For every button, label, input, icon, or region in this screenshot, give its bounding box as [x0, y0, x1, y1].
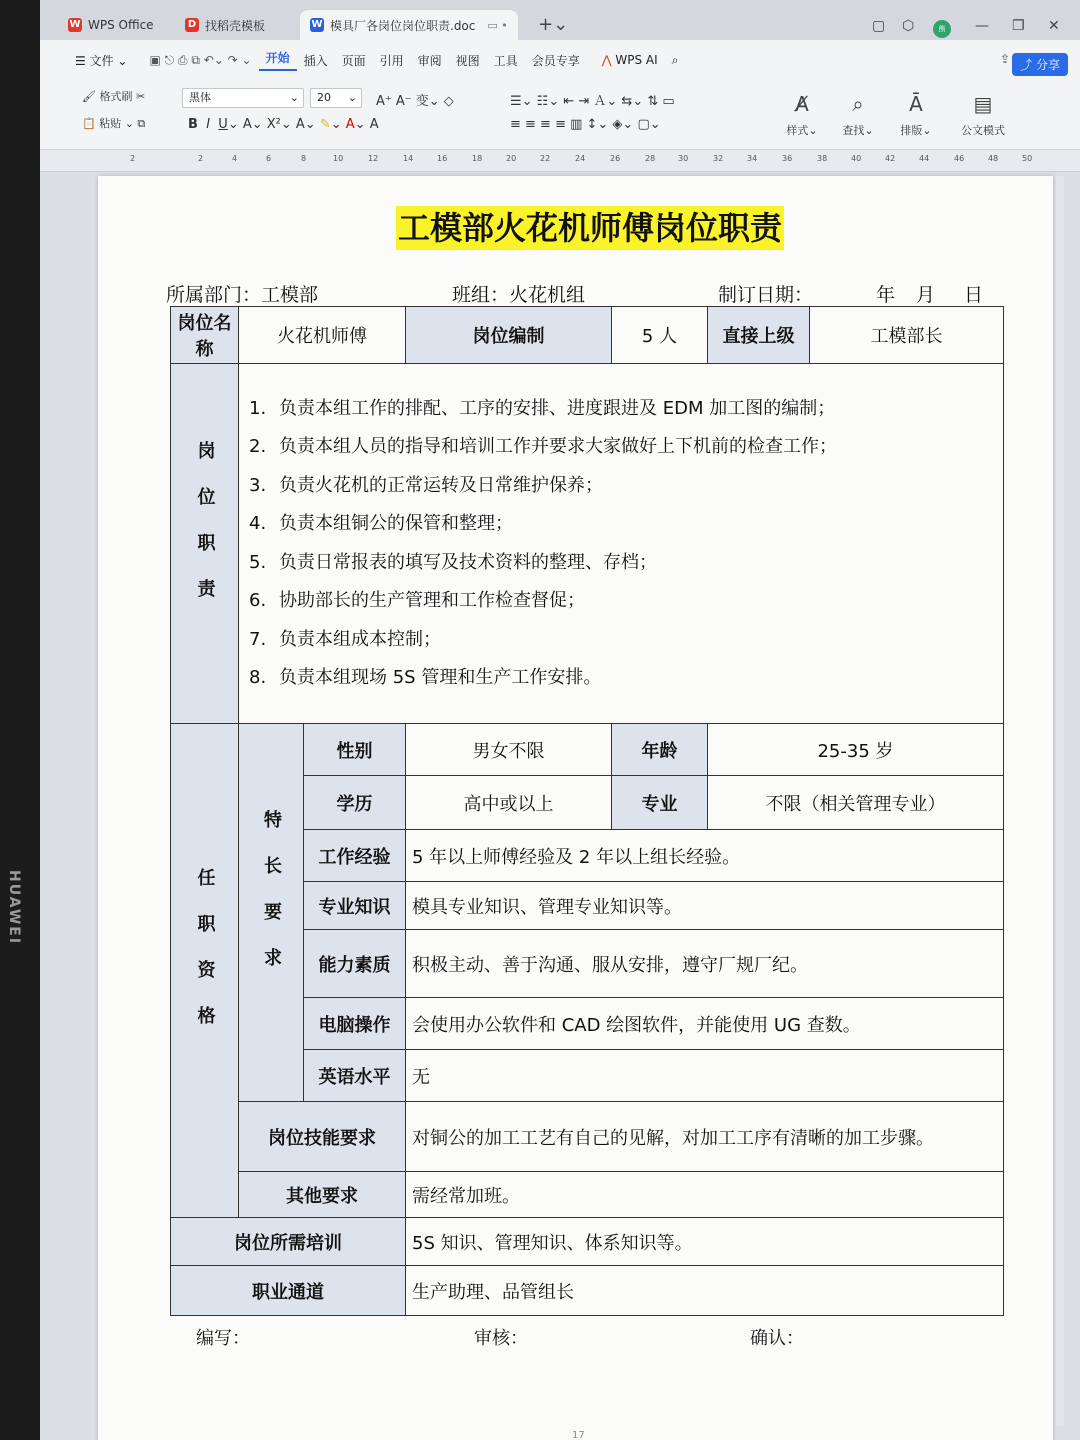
- other-value: 需经常加班。: [406, 1172, 1004, 1218]
- duties-cell: [239, 364, 1004, 724]
- list-item: 6. 协助部长的生产管理和工作检查督促；: [249, 590, 585, 611]
- paragraph-tools[interactable]: ☰⌄ ☷⌄ ⇤ ⇥ Ａ⌄ ⇆⌄ ⇅ ▭: [510, 94, 675, 109]
- search-icon[interactable]: ⌕: [671, 52, 679, 67]
- wps-ai-button[interactable]: ⋀ WPS AI: [601, 53, 658, 67]
- page-number: 17: [572, 1430, 585, 1440]
- avatar[interactable]: 熊: [933, 20, 951, 38]
- cube-icon[interactable]: ⬡: [902, 18, 915, 34]
- layout-icon: Ā: [909, 92, 923, 116]
- knowledge-value: 模具专业知识、管理专业知识等。: [406, 882, 1004, 930]
- training-value: 5S 知识、管理知识、体系知识等。: [406, 1218, 1004, 1266]
- confirmer-field: 确认：: [750, 1328, 804, 1349]
- job-description-table: [170, 306, 1004, 1316]
- age-label: 年龄: [612, 724, 708, 776]
- close-icon[interactable]: ✕: [1048, 18, 1060, 34]
- tab-label: WPS Office: [88, 18, 154, 32]
- font-size-select[interactable]: 20 ⌄: [310, 88, 362, 108]
- date-label: 制订日期：: [718, 284, 814, 306]
- english-value: 无: [406, 1050, 1004, 1102]
- position-name-value: 火花机师傅: [239, 307, 406, 364]
- list-item: 2. 负责本组人员的指导和培训工作并要求大家做好上下机前的检查工作；: [249, 436, 837, 457]
- minimize-icon[interactable]: —: [975, 18, 989, 34]
- quick-toolbar-icons[interactable]: ▣ ⎋ ⎙ ⧉ ↶⌄ ↷ ⌄: [149, 52, 252, 67]
- window-restore-icon[interactable]: ▢: [872, 18, 886, 34]
- format-painter-button[interactable]: 🖌 格式刷 ✂: [82, 90, 146, 103]
- document-icon: ▤: [973, 92, 993, 116]
- menu-item-review[interactable]: 审阅: [417, 53, 442, 68]
- experience-value: 5 年以上师傅经验及 2 年以上组长经验。: [406, 830, 1004, 882]
- other-label: 其他要求: [239, 1172, 406, 1218]
- list-item: 4. 负责本组铜公的保管和整理；: [249, 513, 513, 534]
- document-page[interactable]: [98, 176, 1053, 1440]
- menu-item-references[interactable]: 引用: [379, 53, 404, 68]
- list-item: 1. 负责本组工作的排配、工序的安排、进度跟进及 EDM 加工图的编制；: [249, 397, 836, 419]
- search-icon: ⌕: [852, 92, 864, 116]
- major-label: 专业: [612, 776, 708, 830]
- word-doc-icon: W: [311, 19, 323, 30]
- list-item: 3. 负责火花机的正常运转及日常维护保养；: [249, 474, 603, 496]
- paste-button[interactable]: 📋 粘贴 ⌄ ⧉: [82, 117, 146, 130]
- tab-document[interactable]: [300, 10, 518, 40]
- ribbon-toolbar: [40, 80, 1080, 150]
- menu-bar: [40, 40, 1080, 80]
- gender-label: 性别: [304, 724, 406, 776]
- official-mode-button[interactable]: ▤ 公文模式: [953, 92, 1013, 138]
- knowledge-label: 专业知识: [304, 882, 406, 930]
- menu-item-insert[interactable]: 插入: [303, 53, 328, 68]
- menu-item-member[interactable]: 会员专享: [531, 53, 580, 68]
- layout-button[interactable]: Ā 排版⌄: [888, 92, 944, 138]
- table-row: [171, 724, 1004, 776]
- list-item: 8. 负责本组现场 5S 管理和生产工作安排。: [249, 667, 602, 688]
- date-year: 年: [876, 284, 896, 306]
- reviewer-field: 审核：: [474, 1328, 528, 1349]
- computer-label: 电脑操作: [304, 998, 406, 1050]
- team-field: 班组：火花机组: [452, 284, 586, 306]
- menu-item-home[interactable]: 开始: [259, 49, 297, 71]
- computer-value: 会使用办公软件和 CAD 绘图软件，并能使用 UG 查数。: [406, 998, 1004, 1050]
- menu-item-page[interactable]: 页面: [341, 53, 366, 68]
- list-item: 7. 负责本组成本控制；: [249, 628, 441, 650]
- menu-item-view[interactable]: 视图: [455, 53, 480, 68]
- tab-menu-icon[interactable]: ▭ •: [487, 18, 508, 32]
- find-button[interactable]: ⌕ 查找⌄: [830, 92, 886, 138]
- font-select[interactable]: 黑体 ⌄: [182, 88, 304, 108]
- list-item: 5. 负责日常报表的填写及技术资料的整理、存档；: [249, 551, 657, 573]
- special-requirements-label-text: 特长要求: [261, 810, 282, 994]
- table-row: [171, 364, 1004, 724]
- styles-icon: A̸: [795, 92, 809, 116]
- new-tab-icon[interactable]: +⌄: [538, 14, 569, 35]
- wps-logo-icon: W: [69, 19, 81, 30]
- file-menu[interactable]: ☰ 文件 ⌄: [75, 53, 128, 68]
- superior-label: 直接上级: [708, 307, 810, 364]
- writer-field: 编写：: [196, 1328, 250, 1349]
- table-row: [171, 1102, 1004, 1172]
- position-name-label: 岗位名称: [171, 307, 239, 364]
- skill-value: 对铜公的加工工艺有自己的见解，对加工工序有清晰的加工步骤。: [406, 1102, 1004, 1172]
- font-style-tools[interactable]: B I U⌄ A⌄ X²⌄ A⌄ ✎⌄ A⌄ A: [188, 117, 379, 132]
- education-value: 高中或以上: [406, 776, 612, 830]
- staffing-value: 5 人: [612, 307, 708, 364]
- date-month: 月: [916, 284, 936, 306]
- english-label: 英语水平: [304, 1050, 406, 1102]
- page-title: 工模部火花机师傅岗位职责: [396, 206, 784, 250]
- ability-label: 能力素质: [304, 930, 406, 998]
- maximize-icon[interactable]: ❐: [1012, 18, 1025, 34]
- education-label: 学历: [304, 776, 406, 830]
- career-label: 职业通道: [171, 1266, 406, 1316]
- table-row: [171, 1218, 1004, 1266]
- tab-label: 找稻壳模板: [205, 18, 266, 33]
- age-value: 25-35 岁: [708, 724, 1004, 776]
- duties-label-text: 岗位职责: [194, 441, 216, 625]
- experience-label: 工作经验: [304, 830, 406, 882]
- training-label: 岗位所需培训: [171, 1218, 406, 1266]
- share-button[interactable]: ⤴ 分享: [1012, 53, 1068, 76]
- superior-value: 工模部长: [810, 307, 1004, 364]
- special-requirements-label: [239, 724, 304, 1102]
- qualification-label-text: 任职资格: [194, 868, 216, 1052]
- tab-label: 模具厂各岗位岗位职责.doc: [330, 18, 476, 33]
- alignment-tools[interactable]: ≡ ≡ ≡ ≡ ▥ ↕⌄ ◈⌄ ▢⌄: [510, 117, 661, 132]
- brand-label: HUAWEI: [6, 870, 22, 946]
- screen: [40, 0, 1080, 1440]
- styles-button[interactable]: A̸ 样式⌄: [774, 92, 830, 138]
- tab-wps-office[interactable]: [58, 10, 164, 40]
- font-size-tools[interactable]: A⁺ A⁻ 变⌄ ◇: [376, 94, 454, 109]
- skill-label: 岗位技能要求: [239, 1102, 406, 1172]
- staffing-label: 岗位编制: [406, 307, 612, 364]
- duties-label: [171, 364, 239, 724]
- cloud-upload-icon[interactable]: ⇪: [999, 52, 1010, 66]
- table-row: [171, 1266, 1004, 1316]
- table-row: [171, 307, 1004, 364]
- vertical-scrollbar[interactable]: [1056, 176, 1064, 1426]
- career-value: 生产助理、品管组长: [406, 1266, 1004, 1316]
- gender-value: 男女不限: [406, 724, 612, 776]
- ability-value: 积极主动、善于沟通、服从安排，遵守厂规厂纪。: [406, 930, 1004, 998]
- monitor-bezel: [0, 0, 40, 1440]
- duties-list: [245, 390, 997, 698]
- date-day: 日: [964, 284, 984, 306]
- docer-icon: D: [185, 18, 199, 32]
- department-field: 所属部门：工模部: [166, 284, 319, 306]
- wps-ai-icon: ⋀: [601, 53, 612, 67]
- ruler[interactable]: 2 2 4 6 8 10 12 14 16 18 20 22 24 26 28 30 32 34 36 38 40 42 44 46 48 50: [40, 150, 1080, 172]
- title-bar: [40, 0, 1080, 40]
- menu-item-tools[interactable]: 工具: [493, 53, 518, 68]
- major-value: 不限（相关管理专业）: [708, 776, 1004, 830]
- qualification-label: [171, 724, 239, 1218]
- tab-docer[interactable]: [175, 10, 275, 40]
- table-row: [171, 1172, 1004, 1218]
